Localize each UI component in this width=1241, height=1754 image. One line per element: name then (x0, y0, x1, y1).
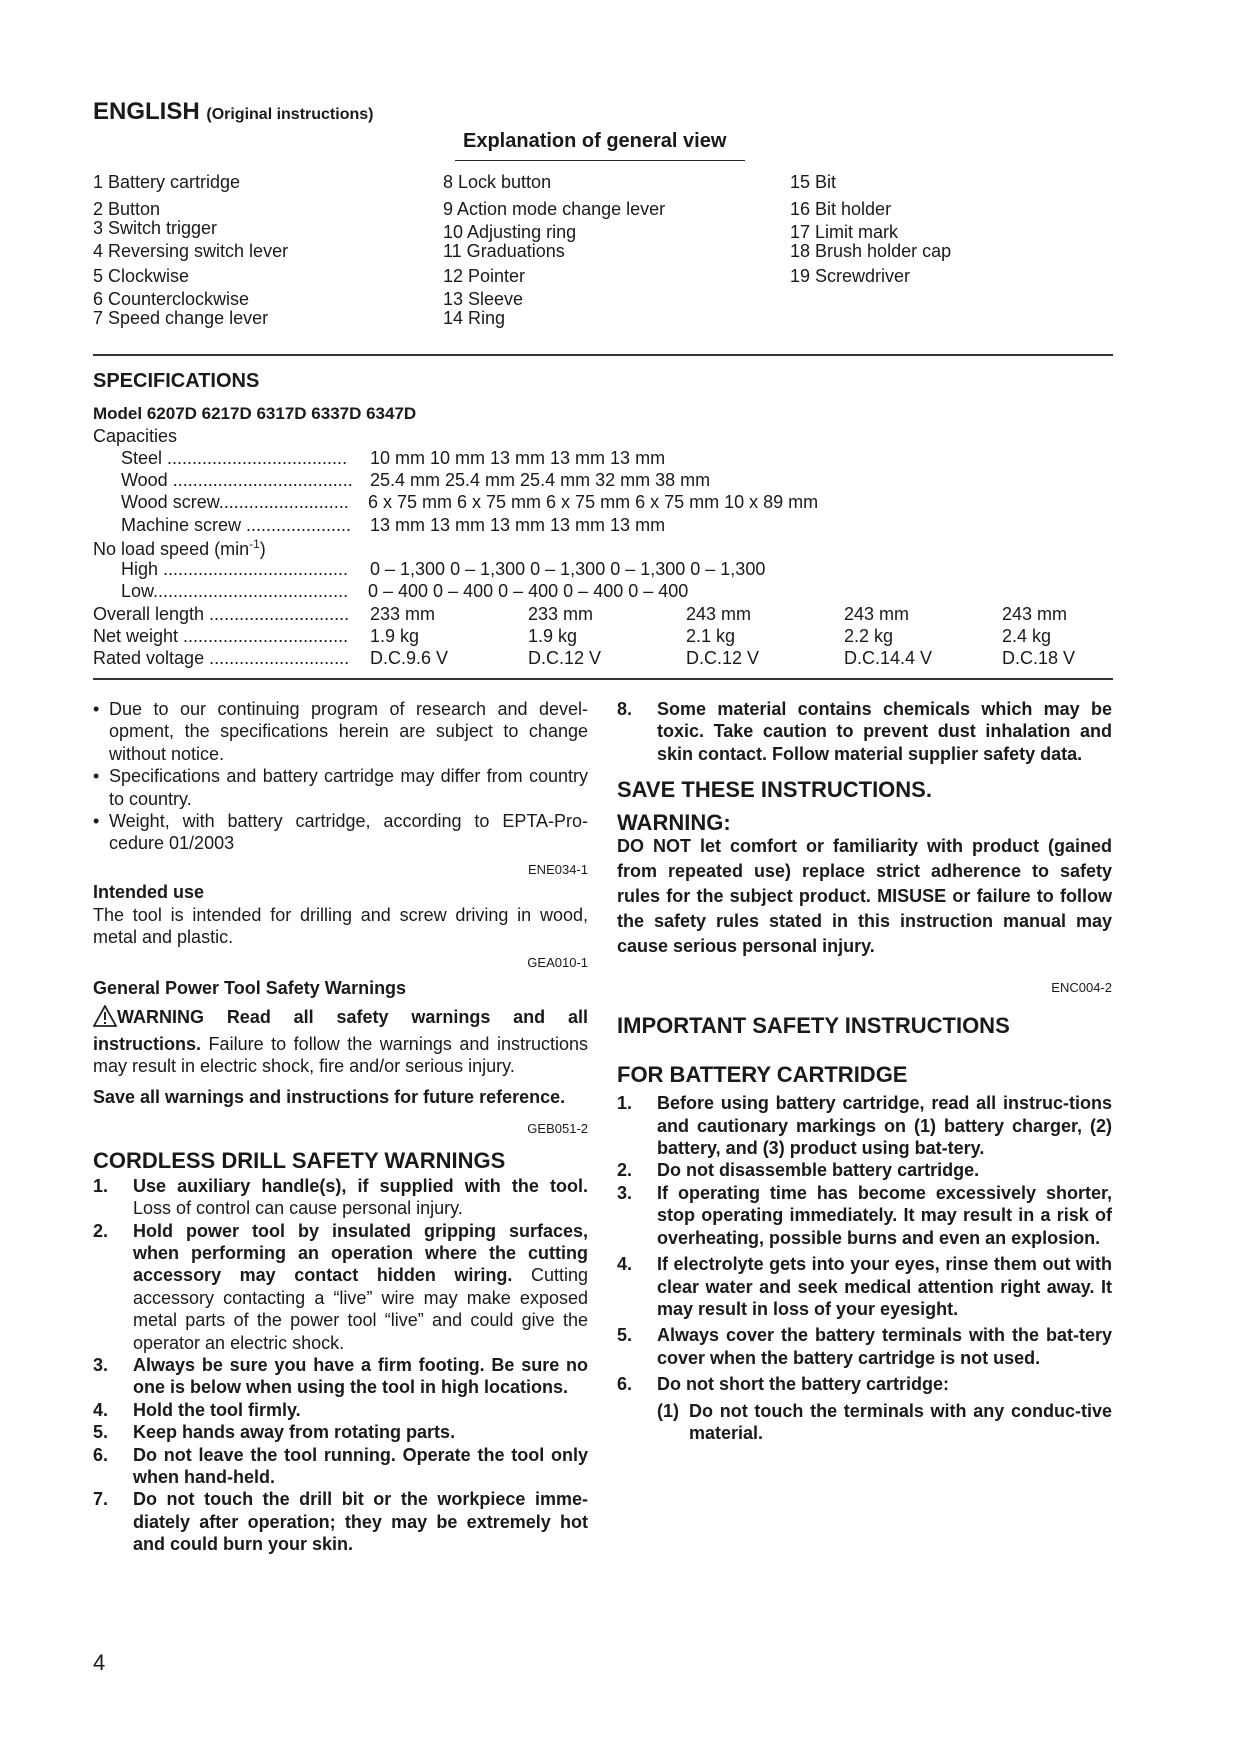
list-item: 1. Before using battery cartridge, read all instruc-tions and cautionary markings on (1) battery charger, (2) battery, and (3) product using bat-tery. (617, 1093, 1112, 1159)
part-item: 15 Bit (790, 172, 837, 192)
warning-triangle-icon (93, 1005, 117, 1032)
spec-value-rated-voltage: D.C.9.6 V (370, 648, 449, 668)
save-these-instructions: SAVE THESE INSTRUCTIONS. (617, 777, 932, 803)
spec-value-overall-length: 233 mm (528, 604, 594, 624)
spec-value-machine-screw: 13 mm 13 mm 13 mm 13 mm 13 mm (370, 515, 666, 535)
spec-value-high: 0 – 1,300 0 – 1,300 0 – 1,300 0 – 1,300 0 – 1,300 (370, 559, 766, 579)
no-load-speed-label: No load speed $(\min^{-1})$ (93, 537, 266, 559)
part-item: 16 Bit holder (790, 199, 892, 219)
part-item: 5 Clockwise (93, 266, 190, 286)
part-item: 2 Button (93, 199, 161, 219)
spec-label-overall-length: Overall length ............................ (93, 604, 350, 624)
spec-value-overall-length: 233 mm (370, 604, 436, 624)
spec-label-net-weight: Net weight ................................. (93, 626, 349, 646)
page-number: 4 (93, 1650, 106, 1675)
spec-label-steel: Steel .................................... (121, 448, 348, 468)
spec-value-overall-length: 243 mm (1002, 604, 1068, 624)
language-heading: ENGLISH (Original instructions) (93, 98, 374, 125)
specifications-title: SPECIFICATIONS (93, 370, 260, 392)
intended-use-title: Intended use (93, 882, 205, 903)
general-warnings-title: General Power Tool Safety Warnings (93, 977, 407, 998)
warning-label: WARNING: (617, 809, 731, 835)
general-warning-paragraph: WARNING Read all safety warnings and all instructions. Failure to follow the warnings and instructions may result in electric shock, fire and/or serious injury. (93, 1007, 588, 1077)
explanation-underline (455, 160, 745, 161)
spec-label-high: High ..................................... (121, 559, 349, 579)
left-column (93, 698, 588, 1556)
part-item: 12 Pointer (443, 266, 526, 286)
part-item: 10 Adjusting ring (443, 222, 577, 242)
list-item: 2. Hold power tool by insulated gripping surfaces, when performing an operation where the cutting accessory may contact hidden wiring. Cutting accessory contacting a “live” wire may make exposed metal parts of the power tool “live” and could give the operator an electric shock. (93, 1220, 588, 1353)
spec-label-wood: Wood .................................... (121, 470, 353, 490)
intended-use-text: The tool is intended for drilling and screw driving in wood, metal and plastic. (93, 904, 588, 948)
spec-note: • Specifications and battery cartridge may differ from country to country. (93, 766, 588, 809)
part-item: 11 Graduations (443, 241, 565, 261)
doc-code: GEB051-2 (527, 1120, 588, 1136)
part-item: 17 Limit mark (790, 222, 899, 242)
right-column (617, 698, 1112, 1444)
doc-code: ENE034-1 (528, 861, 588, 877)
spec-value-overall-length: 243 mm (686, 604, 752, 624)
part-item: 19 Screwdriver (790, 266, 911, 286)
capacities-label: Capacities (93, 426, 178, 446)
part-item: 18 Brush holder cap (790, 241, 952, 261)
list-item: 6. Do not short the battery cartridge: (617, 1374, 950, 1395)
list-item: 2. Do not disassemble battery cartridge. (617, 1160, 980, 1181)
spec-value-net-weight: 1.9 kg (528, 626, 578, 646)
spec-value-rated-voltage: D.C.14.4 V (844, 648, 933, 668)
spec-label-low: Low....................................... (121, 581, 349, 601)
part-item: 13 Sleeve (443, 289, 524, 309)
language-note: (Original instructions) (206, 106, 374, 123)
doc-code: GEA010-1 (527, 955, 588, 971)
important-safety-title: IMPORTANT SAFETY INSTRUCTIONS (617, 1013, 1010, 1039)
model-line: Model 6207D 6217D 6317D 6337D 6347D (93, 404, 417, 423)
spec-value-overall-length: 243 mm (844, 604, 910, 624)
spec-label-machine-screw: Machine screw ..................... (121, 515, 352, 535)
list-item: 5. Keep hands away from rotating parts. (93, 1422, 456, 1443)
part-item: 8 Lock button (443, 172, 552, 192)
divider (93, 354, 1113, 356)
list-item: 4. Hold the tool firmly. (93, 1399, 301, 1420)
spec-value-net-weight: 2.1 kg (686, 626, 736, 646)
list-item: 7. Do not touch the drill bit or the workpiece imme-diately after operation; they may be extremely hot and could burn your skin. (93, 1489, 588, 1555)
spec-label-rated-voltage: Rated voltage ............................ (93, 648, 350, 668)
sub-list-item: (1) Do not touch the terminals with any conduc-tive material. (657, 1400, 1112, 1443)
part-item: 14 Ring (443, 308, 506, 328)
list-item: 6. Do not leave the tool running. Operate the tool only when hand-held. (93, 1444, 588, 1487)
part-item: 3 Switch trigger (93, 218, 218, 238)
list-item: 3. Always be sure you have a firm footing. Be sure no one is below when using the tool in high locations. (93, 1354, 588, 1398)
spec-value-rated-voltage: D.C.18 V (1002, 648, 1076, 668)
list-item: 3. If operating time has become excessively shorter, stop operating immediately. It may result in a risk of overheating, possible burns and even an explosion. (617, 1182, 1112, 1248)
part-item: 1 Battery cartridge (93, 172, 241, 192)
cordless-drill-title: CORDLESS DRILL SAFETY WARNINGS (93, 1148, 506, 1174)
spec-value-wood-screw: 6 x 75 mm 6 x 75 mm 6 x 75 mm 6 x 75 mm 10 x 89 mm (368, 492, 819, 512)
spec-note: • Weight, with battery cartridge, according to EPTA-Pro-cedure 01/2003 (93, 811, 588, 854)
list-item: 5. Always cover the battery terminals with the bat-tery cover when the battery cartridge is not used. (617, 1325, 1112, 1368)
spec-value-steel: 10 mm 10 mm 13 mm 13 mm 13 mm (370, 448, 666, 468)
spec-label-wood-screw: Wood screw.......................... (121, 492, 349, 512)
part-item: 7 Speed change lever (93, 308, 269, 328)
explanation-title: Explanation of general view (463, 130, 727, 152)
list-item: 1. Use auxiliary handle(s), if supplied with the tool. Loss of control can cause personal injury. (93, 1175, 588, 1219)
spec-value-wood: 25.4 mm 25.4 mm 25.4 mm 32 mm 38 mm (370, 470, 711, 490)
save-all-warnings: Save all warnings and instructions for future reference. (93, 1086, 566, 1107)
part-item: 4 Reversing switch lever (93, 241, 289, 261)
list-item: 8. Some material contains chemicals which may be toxic. Take caution to prevent dust inhalation and skin contact. Follow material supplier safety data. (617, 699, 1112, 764)
divider (93, 678, 1113, 680)
spec-value-rated-voltage: D.C.12 V (528, 648, 602, 668)
spec-value-net-weight: 2.4 kg (1002, 626, 1052, 646)
spec-value-low: 0 – 400 0 – 400 0 – 400 0 – 400 0 – 400 (368, 581, 689, 601)
battery-cartridge-title: FOR BATTERY CARTRIDGE (617, 1061, 908, 1087)
part-item: 9 Action mode change lever (443, 199, 666, 219)
part-item: 6 Counterclockwise (93, 289, 250, 309)
spec-value-rated-voltage: D.C.12 V (686, 648, 760, 668)
spec-note: • Due to our continuing program of research and devel-opment, the specifications herein are subject to change without notice. (93, 699, 588, 764)
doc-code: ENC004-2 (1051, 980, 1112, 996)
warning-text: DO NOT let comfort or familiarity with product (gained from repeated use) replace strict adherence to safety rules for the subject product. MISUSE or failure to follow the safety rules stated in this instruction manual may cause serious personal injury. (617, 836, 1112, 957)
spec-value-net-weight: 1.9 kg (370, 626, 420, 646)
list-item: 4. If electrolyte gets into your eyes, rinse them out with clear water and seek medical attention right away. It may result in loss of your eyesight. (617, 1254, 1112, 1319)
spec-value-net-weight: 2.2 kg (844, 626, 894, 646)
